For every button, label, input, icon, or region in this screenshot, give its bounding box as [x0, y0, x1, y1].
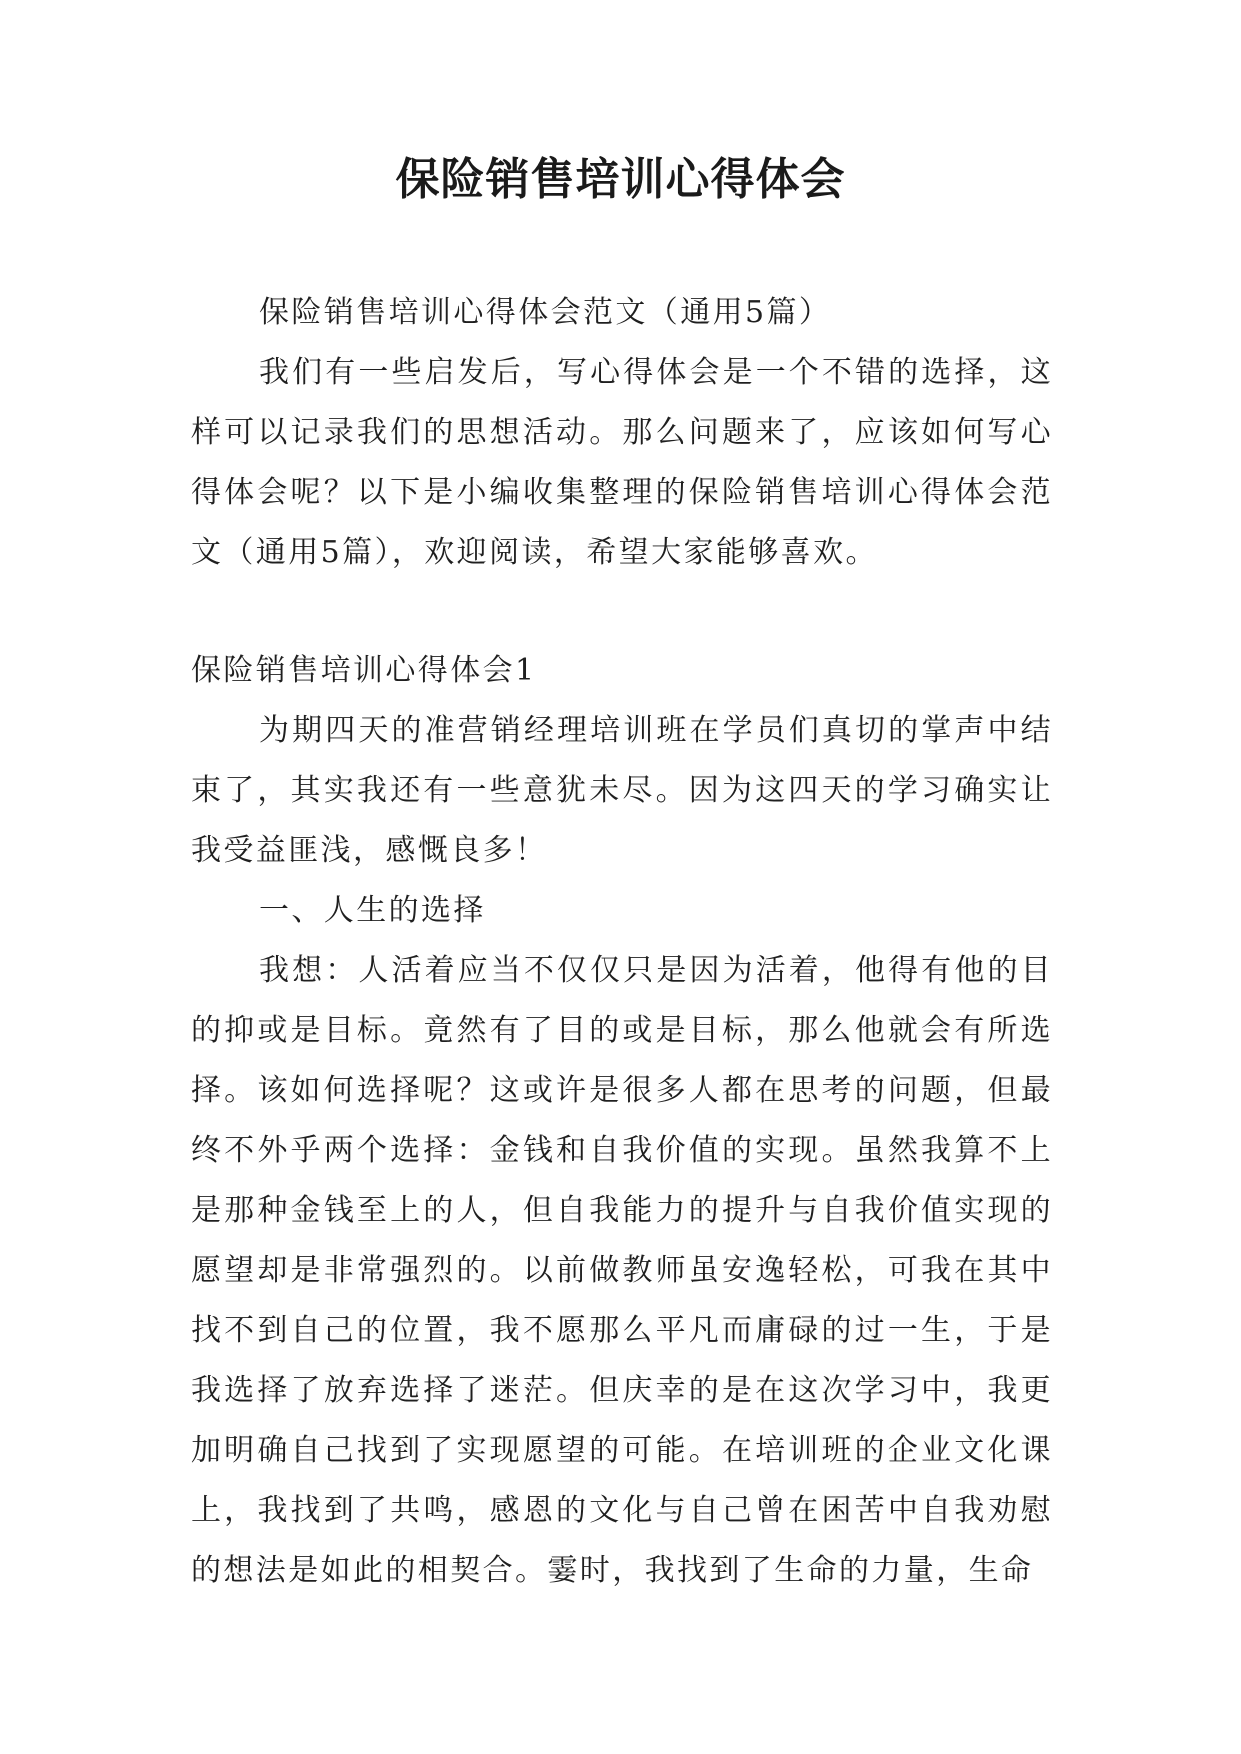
intro-paragraph: 我们有一些启发后，写心得体会是一个不错的选择，这样可以记录我们的思想活动。那么问题来了，应该如何写心得体会呢？以下是小编收集整理的保险销售培训心得体会范文（通用5篇），欢迎阅读，希望大家能够喜欢。: [191, 355, 1053, 570]
body-paragraph: 为期四天的准营销经理培训班在学员们真切的掌声中结束了，其实我还有一些意犹未尽。因为这四天的学习确实让我受益匪浅，感慨良多！: [191, 713, 1053, 868]
body-paragraph: 我想：人活着应当不仅仅只是因为活着，他得有他的目的抑或是目标。竟然有了目的或是目标，那么他就会有所选择。该如何选择呢？这或许是很多人都在思考的问题，但最终不外乎两个选择：金钱和自我价值的实现。虽然我算不上是那种金钱至上的人，但自我能力的提升与自我价值实现的愿望却是非常强烈的。以前做教师虽安逸轻松，可我在其中找不到自己的位置，我不愿那么平凡而庸碌的过一生，于是我选择了放弃选择了迷茫。但庆幸的是在这次学习中，我更加明确自己找到了实现愿望的可能。在培训班的企业文化课上，我找到了共鸣，感恩的文化与自己曾在困苦中自我劝慰的想法是如此的相契合。霎时，我找到了生命的力量，生命: [191, 953, 1053, 1588]
document-title: 保险销售培训心得体会: [395, 154, 846, 205]
document-body: [191, 283, 1053, 1601]
section-point-heading: 一、人生的选择: [259, 893, 486, 928]
document-subtitle: 保险销售培训心得体会范文（通用5篇）: [259, 295, 832, 330]
section-heading: 保险销售培训心得体会1: [191, 653, 537, 688]
